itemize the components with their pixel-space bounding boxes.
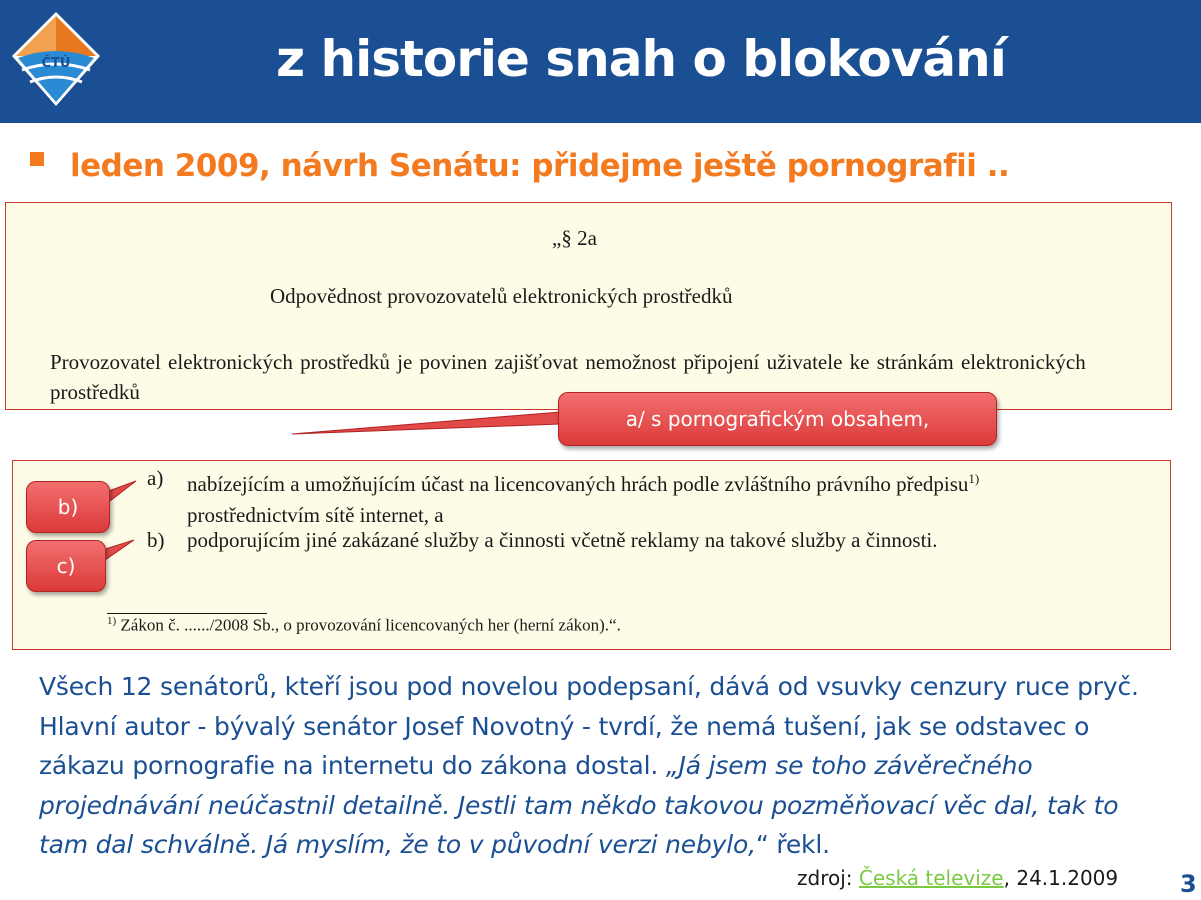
item-text: podporujícím jiné zakázané služby a činnosti včetně reklamy na takové služby a činnosti.	[187, 528, 938, 552]
callout-a: a/ s pornografickým obsahem,	[558, 392, 997, 446]
section-body: Provozovatel elektronických prostředků je povinen zajišťovat nemožnost připojení uživatele ke stránkám elektronických prostředků	[50, 350, 1086, 404]
section-heading: Odpovědnost provozovatelů elektronických prostředků	[270, 284, 733, 308]
item-label: a)	[147, 466, 164, 490]
page-number: 3	[1180, 870, 1197, 898]
callout-c: c)	[26, 540, 106, 592]
source-link[interactable]: Česká televize	[858, 866, 1004, 890]
law-excerpt-header	[5, 202, 1172, 410]
header-bar	[0, 0, 1201, 123]
svg-text:ČTÚ: ČTÚ	[41, 56, 71, 71]
bullet-square	[30, 152, 44, 166]
law-excerpt-items	[12, 460, 1171, 650]
item-text: nabízejícím a umožňujícím účast na licencovaných hrách podle zvláštního právního předpisu$^{1)}$ prostřednictvím sítě internet, a	[187, 471, 980, 527]
ctu-logo	[10, 10, 102, 108]
callout-b: b)	[26, 481, 110, 533]
section-number: „§ 2a	[552, 226, 597, 250]
law-item-b	[147, 525, 1117, 589]
law-item-a	[147, 463, 1117, 527]
footnote: $^{1)}$ Zákon č. ....../2008 Sb., o provozování licencovaných her (herní zákon).“.	[107, 615, 621, 635]
news-quote: Všech 12 senátorů, kteří jsou pod novelou podepsaní, dává od vsuvky cenzury ruce pryč. Hlavní autor - bývalý senátor Josef Novotný - tvrdí, že nemá tušení, jak se odstavec o zákazu pornografie na internetu do zákona dostal. „Já jsem se toho závěrečného projednávání neúčastnil detailně. Jestli tam někdo takovou pozměňovací věc dal, tak to tam dal schválně. Já myslím, že to v původní verzi nebylo,“ řekl.	[39, 672, 1139, 859]
footnote-divider	[107, 613, 267, 614]
slide-subtitle: leden 2009, návrh Senátu: přidejme ještě pornografii ..	[70, 148, 1010, 184]
item-label: b)	[147, 528, 165, 552]
slide-title: z historie snah o blokování	[276, 30, 1006, 88]
source-citation: zdroj: Česká televize, 24.1.2009	[797, 866, 1119, 890]
